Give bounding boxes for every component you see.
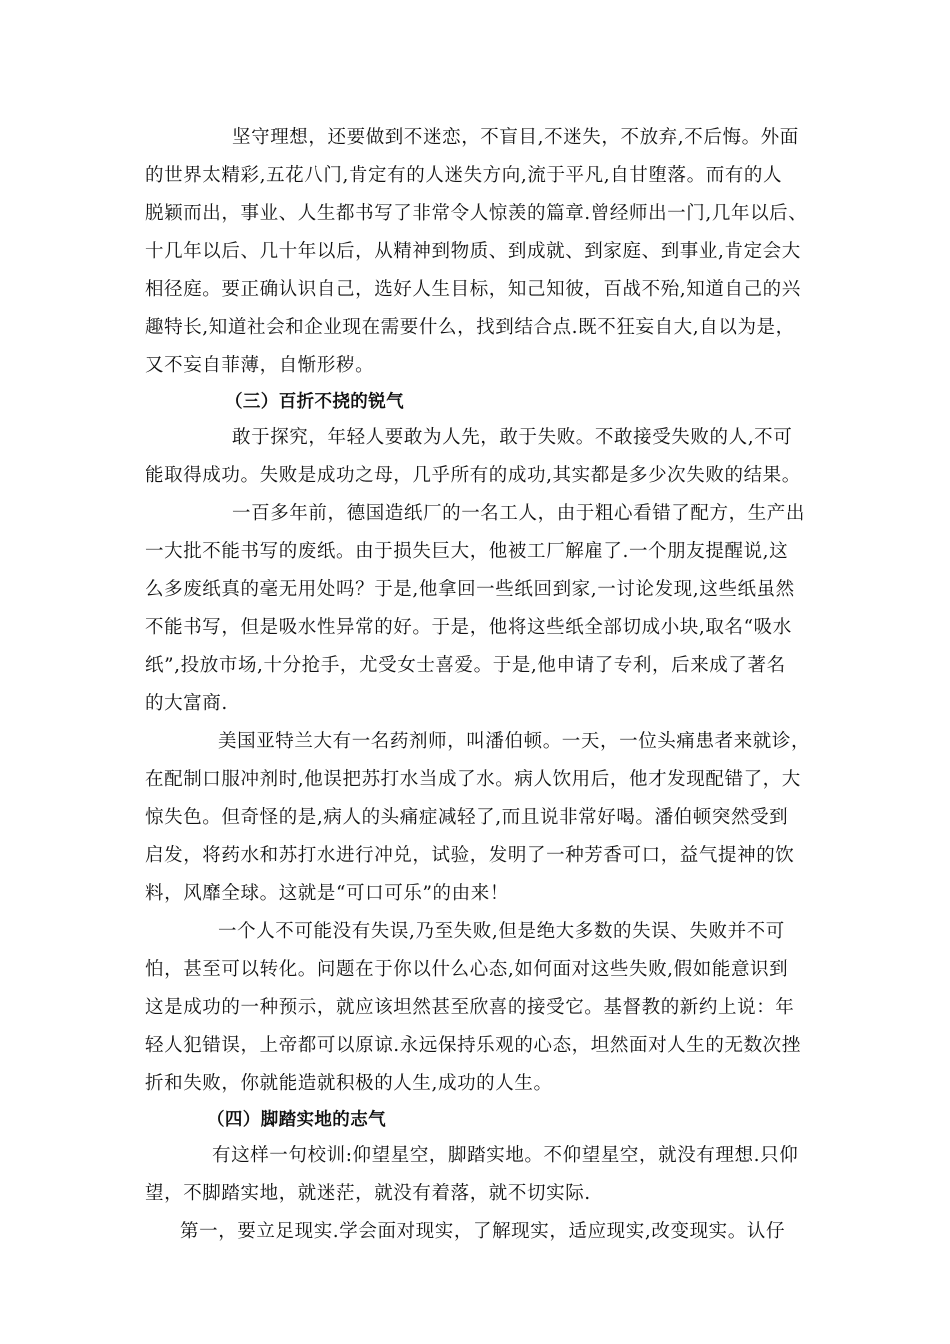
text-line: 美国亚特兰大有一名药剂师，叫潘伯顿。一天，一位头痛患者来就诊， xyxy=(218,731,811,752)
text-line: 惊失色。但奇怪的是,病人的头痛症减轻了,而且说非常好喝。潘伯顿突然受到 xyxy=(145,807,789,828)
text-line: 么多废纸真的毫无用处吗？于是,他拿回一些纸回到家,一讨论发现,这些纸虽然 xyxy=(145,579,795,600)
section-heading: （三）百折不挠的锐气 xyxy=(225,392,404,412)
text-line: 启发，将药水和苏打水进行冲兑，试验，发明了一种芳香可口，益气提神的饮 xyxy=(145,845,795,866)
text-line: 怕，甚至可以转化。问题在于你以什么心态,如何面对这些失败,假如能意识到 xyxy=(145,959,789,980)
text-line: 在配制口服冲剂时,他误把苏打水当成了水。病人饮用后，他才发现配错了，大 xyxy=(145,769,801,790)
text-line: 轻人犯错误，上帝都可以原谅.永远保持乐观的心态，坦然面对人生的无数次挫 xyxy=(145,1035,801,1056)
text-line: 一百多年前，德国造纸厂的一名工人，由于粗心看错了配方，生产出 xyxy=(232,503,806,524)
text-line: 折和失败，你就能造就积极的人生,成功的人生。 xyxy=(145,1073,553,1094)
text-line: 的大富商. xyxy=(145,693,228,714)
text-line: 的世界太精彩,五花八门,肯定有的人迷失方向,流于平凡,自甘堕落。而有的人 xyxy=(145,165,783,186)
text-line: 纸”,投放市场,十分抢手，尤受女士喜爱。于是,他申请了专利，后来成了著名 xyxy=(145,655,786,676)
text-line: 相径庭。要正确认识自己，选好人生目标，知己知彼，百战不殆,知道自己的兴 xyxy=(145,279,801,300)
text-line: 脱颖而出，事业、人生都书写了非常令人惊羡的篇章.曾经师出一门,几年以后、 xyxy=(145,203,808,224)
text-line: 不能书写，但是吸水性异常的好。于是，他将这些纸全部切成小块,取名“吸水 xyxy=(145,617,792,638)
text-line: 一大批不能书写的废纸。由于损失巨大，他被工厂解雇了.一个朋友提醒说,这 xyxy=(145,541,789,562)
text-line: 第一，要立足现实.学会面对现实，了解现实，适应现实,改变现实。认仔 xyxy=(180,1221,786,1242)
text-line: 敢于探究，年轻人要敢为人先，敢于失败。不敢接受失败的人,不可 xyxy=(232,427,793,448)
text-line: 有这样一句校训:仰望星空，脚踏实地。不仰望星空，就没有理想.只仰 xyxy=(212,1145,799,1166)
text-line: 又不妄自菲薄，自惭形秽。 xyxy=(145,355,375,376)
text-line: 十几年以后、几十年以后，从精神到物质、到成就、到家庭、到事业,肯定会大 xyxy=(145,241,801,262)
text-line: 这是成功的一种预示，就应该坦然甚至欣喜的接受它。基督教的新约上说：年 xyxy=(145,997,795,1018)
text-line: 坚守理想，还要做到不迷恋，不盲目,不迷失，不放弃,不后悔。外面 xyxy=(232,127,799,148)
text-line: 趣特长,知道社会和企业现在需要什么，找到结合点.既不狂妄自大,自以为是， xyxy=(145,317,795,338)
text-line: 一个人不可能没有失误,乃至失败,但是绝大多数的失误、失败并不可 xyxy=(218,921,785,942)
text-line: 望，不脚踏实地，就迷茫，就没有着落，就不切实际. xyxy=(145,1183,591,1204)
section-heading: （四）脚踏实地的志气 xyxy=(207,1110,386,1130)
text-line: 能取得成功。失败是成功之母，几乎所有的成功,其实都是多少次失败的结果。 xyxy=(145,465,801,486)
text-line: 料，风靡全球。这就是“可口可乐”的由来！ xyxy=(145,883,509,904)
